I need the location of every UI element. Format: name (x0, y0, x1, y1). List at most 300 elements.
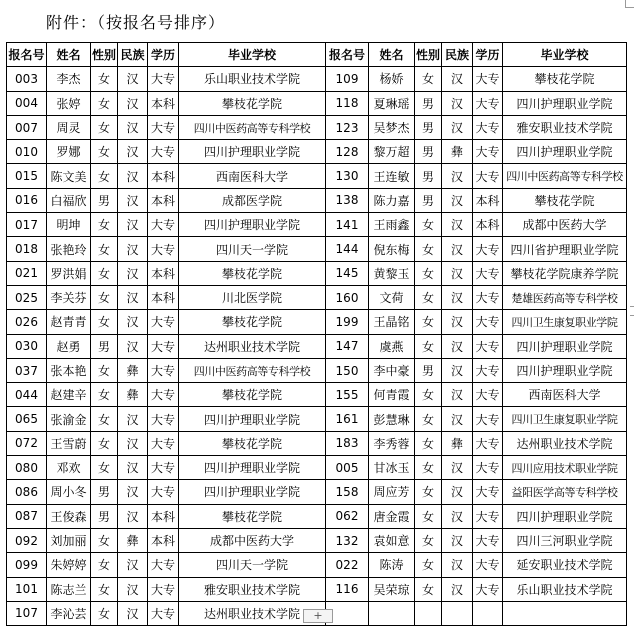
cell-gender: 女 (415, 553, 442, 577)
cell-education: 大专 (148, 601, 179, 625)
table-row (7, 310, 627, 334)
cell-education: 大专 (473, 383, 503, 407)
cell-reg-no: 007 (7, 115, 47, 139)
cell-ethnicity: 汉 (442, 456, 473, 480)
cell-education: 本科 (148, 285, 179, 309)
cell-gender: 女 (415, 504, 442, 528)
column-header-name: 姓名 (47, 43, 91, 67)
column-header-name: 姓名 (369, 43, 415, 67)
cell-reg-no: 062 (326, 504, 369, 528)
cell-name: 杨娇 (369, 67, 415, 91)
cell-name: 赵青青 (47, 310, 91, 334)
cell-school: 达州职业技术学院 (179, 334, 326, 358)
cell-school: 四川护理职业学院 (179, 140, 326, 164)
cell-gender: 女 (415, 213, 442, 237)
cell-gender: 女 (415, 407, 442, 431)
cell-name: 陈涛 (369, 553, 415, 577)
cell-reg-no: 144 (326, 237, 369, 261)
cell-ethnicity: 汉 (442, 480, 473, 504)
cell-education: 大专 (148, 310, 179, 334)
cell-education: 本科 (148, 504, 179, 528)
cell-reg-no: 080 (7, 456, 47, 480)
cell-reg-no: 003 (7, 67, 47, 91)
cell-education: 大专 (148, 67, 179, 91)
cell-education: 本科 (148, 528, 179, 552)
cell-reg-no: 044 (7, 383, 47, 407)
cell-ethnicity: 汉 (118, 334, 148, 358)
cell-name: 张本艳 (47, 358, 91, 382)
cell-school: 达州职业技术学院 (179, 601, 326, 625)
cell-gender: 女 (415, 431, 442, 455)
cell-gender: 女 (415, 285, 442, 309)
cell-reg-no: 087 (7, 504, 47, 528)
cell-school: 四川天一学院 (179, 553, 326, 577)
cell-school: 四川护理职业学院 (503, 91, 627, 115)
cell-ethnicity: 汉 (118, 310, 148, 334)
cell-education: 大专 (148, 140, 179, 164)
cell-education: 大专 (473, 358, 503, 382)
cell-gender: 男 (91, 504, 118, 528)
cell-education: 大专 (473, 553, 503, 577)
cell-ethnicity: 彝 (118, 528, 148, 552)
cell-ethnicity: 汉 (442, 164, 473, 188)
cell-education: 大专 (473, 115, 503, 139)
cell-reg-no: 004 (7, 91, 47, 115)
cell-school: 雅安职业技术学院 (179, 577, 326, 601)
cell-education: 本科 (473, 213, 503, 237)
cell-gender: 女 (91, 213, 118, 237)
cell-name: 唐金霞 (369, 504, 415, 528)
cell-reg-no: 030 (7, 334, 47, 358)
cell-gender: 女 (415, 237, 442, 261)
page-edge-mark (630, 306, 634, 316)
cell-reg-no: 018 (7, 237, 47, 261)
cell-education: 大专 (148, 334, 179, 358)
cell-reg-no: 026 (7, 310, 47, 334)
cell-ethnicity: 彝 (442, 431, 473, 455)
cell-gender: 女 (91, 431, 118, 455)
cell-reg-no: 022 (326, 553, 369, 577)
cell-school: 四川护理职业学院 (179, 213, 326, 237)
cell-reg-no: 005 (326, 456, 369, 480)
cell-school: 四川护理职业学院 (503, 334, 627, 358)
cell-reg-no: 025 (7, 285, 47, 309)
cell-name (369, 601, 415, 625)
cell-name: 夏琳瑶 (369, 91, 415, 115)
cell-reg-no: 092 (7, 528, 47, 552)
cell-school: 四川省护理职业学院 (503, 237, 627, 261)
roster-table (6, 42, 627, 626)
cell-school: 四川中医药高等专科学校 (179, 115, 326, 139)
cell-school: 攀枝花学院 (179, 383, 326, 407)
cell-gender: 女 (415, 456, 442, 480)
cell-ethnicity: 汉 (118, 237, 148, 261)
cell-name: 李秀蓉 (369, 431, 415, 455)
cell-reg-no: 037 (7, 358, 47, 382)
cell-reg-no: 147 (326, 334, 369, 358)
cell-name: 朱婷婷 (47, 553, 91, 577)
cell-education: 大专 (473, 285, 503, 309)
cell-education: 本科 (148, 91, 179, 115)
column-header-reg-no: 报名号 (7, 43, 47, 67)
cell-name: 李沁芸 (47, 601, 91, 625)
cell-gender: 女 (91, 237, 118, 261)
cell-education: 大专 (148, 237, 179, 261)
cell-name: 王连敏 (369, 164, 415, 188)
cell-name: 张渝金 (47, 407, 91, 431)
cell-reg-no: 016 (7, 188, 47, 212)
cell-school: 攀枝花学院 (503, 188, 627, 212)
cell-name: 陈文美 (47, 164, 91, 188)
table-row (7, 480, 627, 504)
cell-education: 本科 (148, 261, 179, 285)
cell-education (473, 601, 503, 625)
page-heading: 附件：（按报名号排序） (46, 13, 226, 32)
cell-school: 川北医学院 (179, 285, 326, 309)
cell-reg-no: 101 (7, 577, 47, 601)
cell-gender: 女 (91, 528, 118, 552)
cell-school: 攀枝花学院 (179, 504, 326, 528)
table-row (7, 237, 627, 261)
cell-ethnicity: 汉 (118, 504, 148, 528)
cell-school: 成都中医药大学 (179, 528, 326, 552)
cell-reg-no: 017 (7, 213, 47, 237)
cell-gender: 女 (91, 601, 118, 625)
cell-ethnicity: 汉 (118, 261, 148, 285)
table-row (7, 358, 627, 382)
cell-education: 大专 (148, 407, 179, 431)
insert-row-button[interactable]: + (303, 609, 333, 623)
cell-education: 大专 (473, 480, 503, 504)
cell-name: 黎万超 (369, 140, 415, 164)
cell-gender: 男 (415, 164, 442, 188)
cell-education: 大专 (473, 67, 503, 91)
cell-reg-no: 158 (326, 480, 369, 504)
cell-name: 周灵 (47, 115, 91, 139)
cell-reg-no: 132 (326, 528, 369, 552)
cell-gender: 女 (91, 456, 118, 480)
cell-education: 大专 (148, 213, 179, 237)
cell-school: 乐山职业技术学院 (179, 67, 326, 91)
cell-name: 白福欣 (47, 188, 91, 212)
table-row (7, 577, 627, 601)
cell-ethnicity: 汉 (442, 504, 473, 528)
column-header-school: 毕业学校 (503, 43, 627, 67)
table-row (7, 285, 627, 309)
cell-school: 四川卫生康复职业学院 (503, 310, 627, 334)
cell-school: 四川三河职业学院 (503, 528, 627, 552)
cell-reg-no: 123 (326, 115, 369, 139)
cell-ethnicity: 汉 (118, 480, 148, 504)
cell-education: 大专 (473, 261, 503, 285)
cell-gender: 女 (415, 310, 442, 334)
table-row (7, 504, 627, 528)
cell-gender: 女 (91, 164, 118, 188)
column-header-gender: 性别 (91, 43, 118, 67)
cell-ethnicity: 彝 (118, 383, 148, 407)
column-header-school: 毕业学校 (179, 43, 326, 67)
cell-education: 本科 (148, 188, 179, 212)
cell-name: 王俊森 (47, 504, 91, 528)
cell-school: 攀枝花学院 (179, 91, 326, 115)
cell-education: 大专 (148, 577, 179, 601)
cell-name: 文荷 (369, 285, 415, 309)
cell-gender: 男 (415, 91, 442, 115)
cell-reg-no: 021 (7, 261, 47, 285)
cell-education: 本科 (473, 188, 503, 212)
table-row (7, 67, 627, 91)
column-header-ethnicity: 民族 (442, 43, 473, 67)
cell-school: 西南医科大学 (503, 383, 627, 407)
cell-gender: 女 (415, 261, 442, 285)
cell-gender: 女 (415, 480, 442, 504)
cell-school: 四川中医药高等专科学校 (503, 164, 627, 188)
cell-name: 李中豪 (369, 358, 415, 382)
cell-school: 攀枝花学院 (503, 67, 627, 91)
cell-name: 周应芳 (369, 480, 415, 504)
cell-ethnicity: 汉 (442, 334, 473, 358)
cell-name: 李关芬 (47, 285, 91, 309)
cell-reg-no: 072 (7, 431, 47, 455)
cell-school: 雅安职业技术学院 (503, 115, 627, 139)
cell-ethnicity: 汉 (442, 188, 473, 212)
cell-gender: 女 (91, 310, 118, 334)
cell-gender: 女 (415, 528, 442, 552)
cell-gender: 女 (415, 334, 442, 358)
cell-reg-no: 065 (7, 407, 47, 431)
cell-reg-no: 099 (7, 553, 47, 577)
cell-ethnicity: 汉 (442, 67, 473, 91)
cell-name: 吴梦杰 (369, 115, 415, 139)
cell-gender (415, 601, 442, 625)
table-row (7, 553, 627, 577)
cell-name: 罗娜 (47, 140, 91, 164)
cell-ethnicity: 汉 (118, 456, 148, 480)
cell-education: 大专 (148, 456, 179, 480)
cell-reg-no: 118 (326, 91, 369, 115)
cell-ethnicity: 汉 (118, 140, 148, 164)
table-row (7, 213, 627, 237)
cell-school: 四川护理职业学院 (179, 407, 326, 431)
cell-gender: 女 (91, 358, 118, 382)
cell-gender: 男 (91, 188, 118, 212)
cell-gender: 女 (91, 91, 118, 115)
cell-name: 王晶铭 (369, 310, 415, 334)
cell-education: 大专 (473, 431, 503, 455)
cell-reg-no: 116 (326, 577, 369, 601)
cell-ethnicity: 汉 (118, 188, 148, 212)
cell-ethnicity: 汉 (118, 431, 148, 455)
cell-school: 达州职业技术学院 (503, 431, 627, 455)
cell-ethnicity: 汉 (442, 553, 473, 577)
cell-reg-no: 130 (326, 164, 369, 188)
table-row (7, 140, 627, 164)
cell-gender: 男 (415, 188, 442, 212)
cell-name: 陈志兰 (47, 577, 91, 601)
cell-ethnicity: 汉 (118, 553, 148, 577)
table-row (7, 456, 627, 480)
cell-ethnicity: 汉 (118, 164, 148, 188)
cell-gender: 女 (415, 577, 442, 601)
cell-school: 楚雄医药高等专科学校 (503, 285, 627, 309)
cell-gender: 男 (415, 358, 442, 382)
cell-gender: 女 (91, 577, 118, 601)
cell-ethnicity: 汉 (118, 115, 148, 139)
cell-ethnicity: 汉 (442, 310, 473, 334)
cell-education: 大专 (473, 577, 503, 601)
cell-ethnicity: 汉 (118, 67, 148, 91)
cell-reg-no: 010 (7, 140, 47, 164)
cell-gender: 女 (415, 383, 442, 407)
cell-school: 四川卫生康复职业学院 (503, 407, 627, 431)
cell-ethnicity: 汉 (118, 407, 148, 431)
cell-reg-no: 183 (326, 431, 369, 455)
cell-school: 攀枝花学院康养学院 (503, 261, 627, 285)
cell-reg-no: 128 (326, 140, 369, 164)
cell-name: 赵建辛 (47, 383, 91, 407)
cell-school: 四川天一学院 (179, 237, 326, 261)
cell-education: 大专 (148, 358, 179, 382)
cell-name: 吴荣琼 (369, 577, 415, 601)
cell-gender: 男 (91, 334, 118, 358)
cell-reg-no: 015 (7, 164, 47, 188)
cell-school: 攀枝花学院 (179, 261, 326, 285)
cell-name: 虞燕 (369, 334, 415, 358)
column-header-education: 学历 (473, 43, 503, 67)
cell-reg-no: 199 (326, 310, 369, 334)
cell-reg-no: 138 (326, 188, 369, 212)
cell-gender: 女 (415, 67, 442, 91)
cell-reg-no: 141 (326, 213, 369, 237)
cell-reg-no: 086 (7, 480, 47, 504)
cell-ethnicity: 汉 (442, 261, 473, 285)
cell-name: 张婷 (47, 91, 91, 115)
cell-gender: 男 (415, 140, 442, 164)
cell-reg-no: 150 (326, 358, 369, 382)
cell-name: 明坤 (47, 213, 91, 237)
cell-education: 大专 (473, 456, 503, 480)
cell-ethnicity: 汉 (442, 358, 473, 382)
table-row (7, 431, 627, 455)
table-row (7, 115, 627, 139)
cell-ethnicity: 汉 (118, 213, 148, 237)
cell-gender: 女 (91, 553, 118, 577)
cell-gender: 男 (91, 480, 118, 504)
cell-gender: 男 (415, 115, 442, 139)
cell-name: 张艳玲 (47, 237, 91, 261)
cell-name: 邓欢 (47, 456, 91, 480)
column-header-gender: 性别 (415, 43, 442, 67)
cell-ethnicity: 汉 (442, 407, 473, 431)
table-row (7, 334, 627, 358)
cell-education: 大专 (148, 383, 179, 407)
cell-school: 四川护理职业学院 (179, 456, 326, 480)
cell-ethnicity: 彝 (442, 140, 473, 164)
cell-reg-no: 160 (326, 285, 369, 309)
cell-school: 成都医学院 (179, 188, 326, 212)
cell-education: 大专 (473, 528, 503, 552)
cell-school: 四川护理职业学院 (503, 140, 627, 164)
cell-education: 大专 (473, 334, 503, 358)
table-header-row (7, 43, 627, 67)
cell-education: 本科 (148, 164, 179, 188)
cell-name: 李杰 (47, 67, 91, 91)
table-row (7, 164, 627, 188)
cell-school: 四川中医药高等专科学校 (179, 358, 326, 382)
cell-ethnicity: 汉 (442, 528, 473, 552)
cell-gender: 女 (91, 261, 118, 285)
column-header-education: 学历 (148, 43, 179, 67)
cell-ethnicity: 汉 (118, 601, 148, 625)
cell-school: 四川应用技术职业学院 (503, 456, 627, 480)
cell-ethnicity (442, 601, 473, 625)
table-body (7, 67, 627, 626)
cell-ethnicity: 汉 (118, 285, 148, 309)
cell-name: 黄黎玉 (369, 261, 415, 285)
cell-education: 大专 (473, 310, 503, 334)
cell-school: 益阳医学高等专科学校 (503, 480, 627, 504)
cell-education: 大专 (148, 553, 179, 577)
cell-reg-no: 109 (326, 67, 369, 91)
cell-education: 大专 (473, 164, 503, 188)
cell-school: 攀枝花学院 (179, 431, 326, 455)
cell-education: 大专 (473, 504, 503, 528)
cell-name: 周小冬 (47, 480, 91, 504)
page-corner-mark (625, 0, 634, 8)
cell-ethnicity: 汉 (442, 577, 473, 601)
table-row (7, 528, 627, 552)
column-header-ethnicity: 民族 (118, 43, 148, 67)
cell-school: 延安职业技术学院 (503, 553, 627, 577)
cell-ethnicity: 汉 (442, 237, 473, 261)
cell-education: 大专 (473, 407, 503, 431)
cell-reg-no: 155 (326, 383, 369, 407)
cell-education: 大专 (148, 431, 179, 455)
cell-name: 赵勇 (47, 334, 91, 358)
cell-name: 罗洪娟 (47, 261, 91, 285)
cell-name: 王雪蔚 (47, 431, 91, 455)
table-row (7, 91, 627, 115)
cell-gender: 女 (91, 67, 118, 91)
cell-ethnicity: 汉 (442, 115, 473, 139)
cell-ethnicity: 汉 (442, 285, 473, 309)
cell-gender: 女 (91, 285, 118, 309)
cell-ethnicity: 汉 (118, 577, 148, 601)
cell-school: 四川护理职业学院 (503, 358, 627, 382)
cell-school: 四川护理职业学院 (503, 504, 627, 528)
cell-name: 陈力嘉 (369, 188, 415, 212)
cell-name: 倪东梅 (369, 237, 415, 261)
cell-school: 攀枝花学院 (179, 310, 326, 334)
table-row (7, 383, 627, 407)
cell-education: 大专 (473, 237, 503, 261)
cell-school: 乐山职业技术学院 (503, 577, 627, 601)
cell-school: 成都中医药大学 (503, 213, 627, 237)
cell-ethnicity: 汉 (442, 383, 473, 407)
cell-reg-no: 145 (326, 261, 369, 285)
cell-name: 何青霞 (369, 383, 415, 407)
cell-ethnicity: 汉 (118, 91, 148, 115)
cell-education: 大专 (473, 91, 503, 115)
cell-school: 四川护理职业学院 (179, 480, 326, 504)
column-header-reg-no: 报名号 (326, 43, 369, 67)
table-row (7, 188, 627, 212)
cell-school (503, 601, 627, 625)
cell-name: 袁如意 (369, 528, 415, 552)
cell-education: 大专 (473, 140, 503, 164)
cell-education: 大专 (148, 480, 179, 504)
cell-education: 大专 (148, 115, 179, 139)
